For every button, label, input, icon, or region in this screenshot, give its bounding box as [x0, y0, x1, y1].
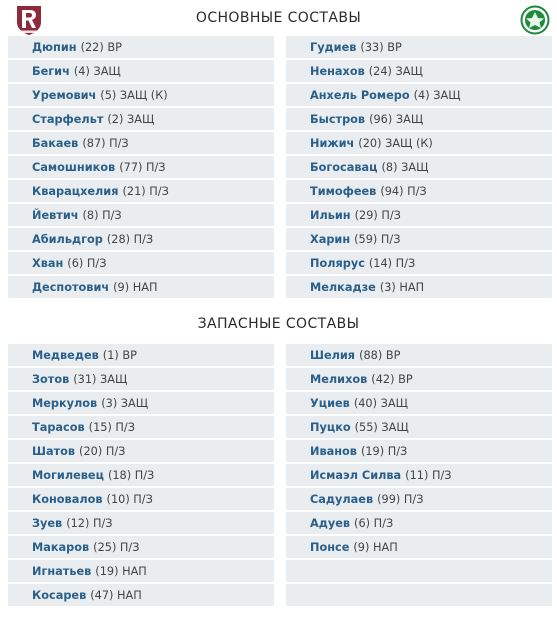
player-name-link[interactable]: Йевтич [32, 208, 79, 222]
player-name-link[interactable]: Дюпин [32, 40, 77, 54]
player-row[interactable] [8, 464, 274, 488]
player-row[interactable] [286, 276, 552, 300]
player-name-link[interactable]: Самошников [32, 160, 116, 174]
player-name-link[interactable]: Игнатьев [32, 564, 92, 578]
player-number-position: (99) П/З [377, 492, 424, 506]
player-name-link[interactable]: Анхель Ромеро [310, 88, 410, 102]
player-row[interactable] [8, 536, 274, 560]
player-number-position: (19) П/З [360, 444, 408, 458]
player-name-link[interactable]: Уремович [32, 88, 97, 102]
player-row[interactable] [8, 204, 274, 228]
player-name-link[interactable]: Мелкадзе [310, 280, 376, 294]
substitutes-title: ЗАПАСНЫЕ СОСТАВЫ [197, 316, 360, 332]
empty-row [286, 584, 552, 608]
player-name-link[interactable]: Ильин [310, 208, 351, 222]
player-row[interactable] [286, 488, 552, 512]
player-number-position: (28) П/З [106, 232, 154, 246]
player-number-position: (31) ЗАЩ [73, 372, 128, 386]
player-name-link[interactable]: Нижич [310, 136, 355, 150]
starting-header [0, 0, 557, 36]
player-name-link[interactable]: Медведев [32, 348, 99, 362]
player-number-position: (47) НАП [90, 588, 142, 602]
starting-home-list [8, 36, 274, 300]
player-row[interactable] [8, 560, 274, 584]
player-row[interactable] [8, 392, 274, 416]
player-row[interactable] [286, 132, 552, 156]
player-row[interactable] [8, 60, 274, 84]
player-number-position: (42) ВР [371, 372, 413, 386]
player-name-link[interactable]: Богосавац [310, 160, 378, 174]
player-name-link[interactable]: Зуев [32, 516, 63, 530]
player-row[interactable] [286, 392, 552, 416]
player-row[interactable] [286, 156, 552, 180]
player-number-position: (9) НАП [113, 280, 158, 294]
player-name-link[interactable]: Садулаев [310, 492, 374, 506]
player-name-link[interactable]: Полярус [310, 256, 365, 270]
player-row[interactable] [286, 204, 552, 228]
player-number-position: (94) П/З [380, 184, 427, 198]
player-row[interactable] [286, 180, 552, 204]
player-name-link[interactable]: Пуцко [310, 420, 351, 434]
starting-lineups [0, 36, 557, 300]
empty-row [286, 560, 552, 584]
player-number-position: (25) П/З [93, 540, 140, 554]
akhmat-crest-icon [520, 4, 550, 36]
player-row[interactable] [286, 60, 552, 84]
player-name-link[interactable]: Хван [32, 256, 64, 270]
player-row[interactable] [286, 512, 552, 536]
player-name-link[interactable]: Ненахов [310, 64, 365, 78]
player-row[interactable] [286, 108, 552, 132]
player-name-link[interactable]: Мелихов [310, 372, 368, 386]
player-row[interactable] [8, 156, 274, 180]
player-name-link[interactable]: Иванов [310, 444, 357, 458]
player-row[interactable] [8, 132, 274, 156]
player-number-position: (4) ЗАЩ [73, 64, 121, 78]
player-number-position: (2) ЗАЩ [107, 112, 155, 126]
player-number-position: (6) П/З [354, 516, 394, 530]
player-number-position: (15) П/З [88, 420, 135, 434]
player-name-link[interactable]: Адуев [310, 516, 351, 530]
player-row[interactable] [8, 488, 274, 512]
player-row[interactable] [286, 36, 552, 60]
player-row[interactable] [8, 180, 274, 204]
player-name-link[interactable]: Тимофеев [310, 184, 377, 198]
player-number-position: (20) П/З [79, 444, 126, 458]
player-number-position: (11) П/З [405, 468, 452, 482]
player-row[interactable] [8, 276, 274, 300]
player-name-link[interactable]: Исмаэл Силва [310, 468, 402, 482]
player-name-link[interactable]: Меркулов [32, 396, 98, 410]
player-row[interactable] [8, 512, 274, 536]
player-number-position: (12) П/З [66, 516, 113, 530]
player-number-position: (87) П/З [82, 136, 129, 150]
substitutes-home-list [8, 344, 274, 608]
player-number-position: (8) ЗАЩ [381, 160, 429, 174]
player-row[interactable] [8, 36, 274, 60]
player-number-position: (77) П/З [119, 160, 166, 174]
player-number-position: (59) П/З [354, 232, 401, 246]
player-name-link[interactable]: Шатов [32, 444, 76, 458]
player-number-position: (9) НАП [353, 540, 398, 554]
player-name-link[interactable]: Уциев [310, 396, 350, 410]
player-number-position: (3) НАП [379, 280, 425, 294]
player-number-position: (18) П/З [107, 468, 155, 482]
player-number-position: (29) П/З [354, 208, 401, 222]
player-number-position: (1) ВР [102, 348, 137, 362]
player-row[interactable] [286, 344, 552, 368]
player-name-link[interactable]: Коновалов [32, 492, 103, 506]
player-row[interactable] [8, 368, 274, 392]
player-row[interactable] [8, 228, 274, 252]
substitutes-away-list [286, 344, 552, 608]
player-name-link[interactable]: Бакаев [32, 136, 79, 150]
player-name-link[interactable]: Бегич [32, 64, 70, 78]
player-row[interactable] [8, 344, 274, 368]
player-row[interactable] [8, 84, 274, 108]
player-number-position: (96) ЗАЩ [369, 112, 424, 126]
player-name-link[interactable]: Деспотович [32, 280, 110, 294]
player-name-link[interactable]: Косарев [32, 588, 87, 602]
player-number-position: (40) ЗАЩ [353, 396, 408, 410]
player-number-position: (4) ЗАЩ [413, 88, 461, 102]
player-name-link[interactable]: Зотов [32, 372, 70, 386]
player-row[interactable] [286, 464, 552, 488]
player-row[interactable] [286, 440, 552, 464]
player-row[interactable] [286, 84, 552, 108]
player-number-position: (20) ЗАЩ (К) [358, 136, 433, 150]
player-row[interactable] [8, 252, 274, 276]
player-number-position: (3) ЗАЩ [101, 396, 149, 410]
player-row[interactable] [8, 416, 274, 440]
player-name-link[interactable]: Тарасов [32, 420, 85, 434]
player-row[interactable] [286, 416, 552, 440]
player-number-position: (88) ВР [359, 348, 401, 362]
player-number-position: (33) ВР [360, 40, 402, 54]
player-number-position: (19) НАП [95, 564, 147, 578]
player-row[interactable] [286, 252, 552, 276]
starting-away-list [286, 36, 552, 300]
player-row[interactable] [8, 584, 274, 608]
player-row[interactable] [286, 536, 552, 560]
player-number-position: (14) П/З [368, 256, 416, 270]
player-number-position: (8) П/З [82, 208, 122, 222]
player-name-link[interactable]: Макаров [32, 540, 90, 554]
player-name-link[interactable]: Абильдгор [32, 232, 103, 246]
player-name-link[interactable]: Кварацхелия [32, 184, 119, 198]
substitutes-lineups [0, 344, 557, 608]
player-number-position: (10) П/З [106, 492, 153, 506]
player-number-position: (5) ЗАЩ (К) [100, 88, 168, 102]
player-name-link[interactable]: Гудиев [310, 40, 357, 54]
player-name-link[interactable]: Могилевец [32, 468, 104, 482]
player-name-link[interactable]: Понсе [310, 540, 350, 554]
player-number-position: (24) ЗАЩ [368, 64, 423, 78]
player-row[interactable] [286, 368, 552, 392]
player-number-position: (55) ЗАЩ [354, 420, 409, 434]
player-name-link[interactable]: Быстров [310, 112, 366, 126]
player-name-link[interactable]: Старфельт [32, 112, 104, 126]
player-row[interactable] [8, 440, 274, 464]
player-number-position: (21) П/З [122, 184, 169, 198]
player-row[interactable] [8, 108, 274, 132]
player-name-link[interactable]: Шелия [310, 348, 356, 362]
substitutes-header [0, 316, 557, 344]
player-number-position: (6) П/З [67, 256, 107, 270]
player-number-position: (22) ВР [80, 40, 122, 54]
player-row[interactable] [286, 228, 552, 252]
starting-lineups-title: ОСНОВНЫЕ СОСТАВЫ [195, 10, 362, 26]
player-name-link[interactable]: Харин [310, 232, 351, 246]
